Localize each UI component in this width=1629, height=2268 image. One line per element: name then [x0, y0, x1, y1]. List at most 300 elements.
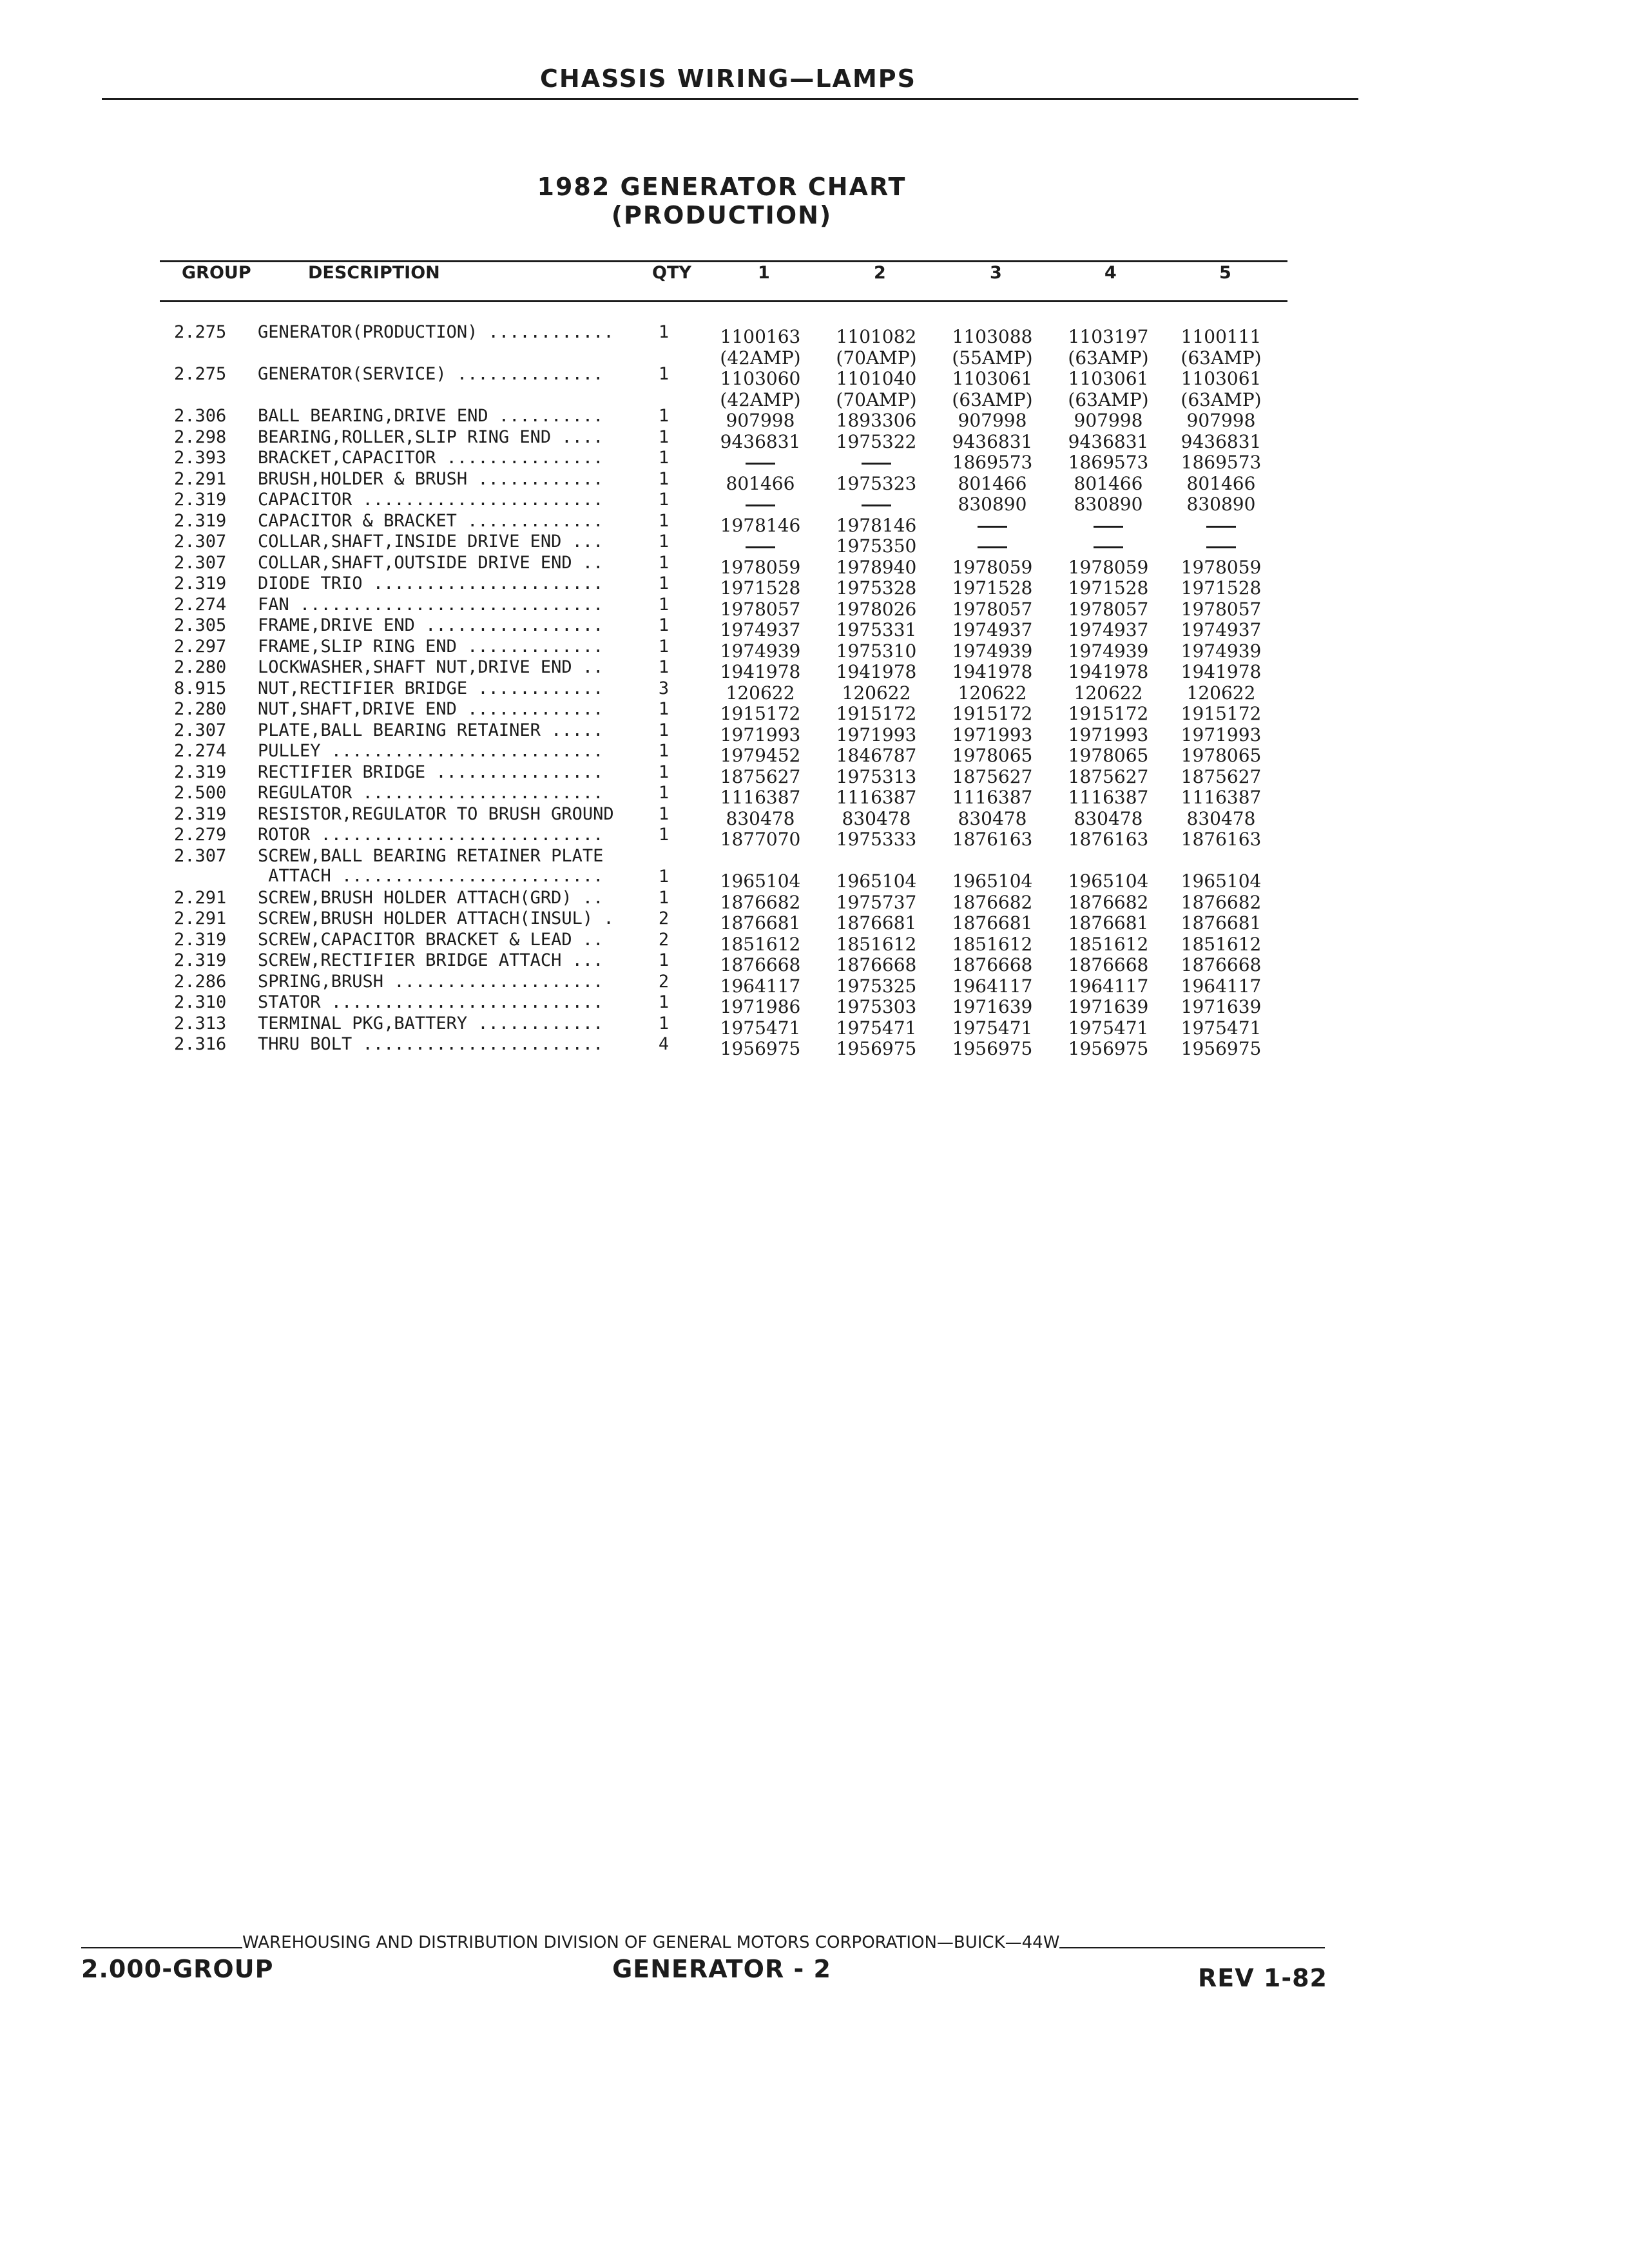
part-quantity: 1: [658, 1013, 670, 1033]
part-description: PLATE,BALL BEARING RETAINER .....: [258, 720, 604, 740]
part-number-col-3: 1103061 (63AMP): [952, 368, 1033, 410]
table-row: [0, 636, 1629, 662]
part-number-col-2: 1975328: [836, 577, 917, 599]
part-description: COLLAR,SHAFT,OUTSIDE DRIVE END ..: [258, 552, 604, 573]
footer-page: GENERATOR - 2: [612, 1955, 831, 1983]
part-number-col-5: 1941978: [1181, 661, 1262, 682]
group-number: 2.316: [174, 1034, 227, 1054]
part-description: SCREW,RECTIFIER BRIDGE ATTACH ...: [258, 950, 604, 970]
part-quantity: 1: [658, 762, 670, 782]
part-number-col-1: 1974937: [720, 619, 801, 640]
part-number-col-3: 1978059: [952, 556, 1033, 578]
part-number-col-2: 1975323: [836, 472, 917, 494]
group-number: 2.393: [174, 448, 227, 468]
group-number: 2.280: [174, 657, 227, 677]
part-number-col-4: 1978065: [1068, 745, 1149, 766]
part-description: FRAME,DRIVE END .................: [258, 615, 604, 635]
part-number-col-2: 1915172: [836, 703, 917, 724]
table-row: [0, 490, 1629, 515]
part-quantity: 1: [658, 657, 670, 677]
table-row: [0, 908, 1629, 934]
part-quantity: 1: [658, 552, 670, 573]
part-number-col-1: 1975471: [720, 1017, 801, 1039]
not-applicable-dash: [862, 463, 891, 465]
part-number-col-1: 1971528: [720, 577, 801, 599]
part-number-col-4: 1876682: [1068, 891, 1149, 913]
table-row: [0, 803, 1629, 829]
part-number-col-4: 907998: [1074, 410, 1143, 431]
table-row: [0, 615, 1629, 640]
part-number-col-3: 1975471: [952, 1017, 1033, 1039]
part-number-col-1: 1100163 (42AMP): [720, 326, 801, 369]
part-number-col-1: 1875627: [720, 765, 801, 787]
part-number-col-2: 1975471: [836, 1017, 917, 1039]
part-number-col-1: 1876682: [720, 891, 801, 913]
part-description: BALL BEARING,DRIVE END ..........: [258, 406, 604, 426]
part-number-col-5: 907998: [1186, 410, 1256, 431]
part-number-col-3: 907998: [958, 410, 1027, 431]
part-quantity: 1: [658, 594, 670, 615]
part-number-col-2: 1978146: [836, 514, 917, 536]
footer-lead-rule: [81, 1947, 242, 1948]
part-quantity: 1: [658, 573, 670, 593]
part-description: BRUSH,HOLDER & BRUSH ............: [258, 468, 604, 489]
table-row: [0, 699, 1629, 724]
part-number-col-4: 1956975: [1068, 1038, 1149, 1059]
header-col-3: 3: [990, 263, 1002, 283]
part-quantity: 1: [658, 448, 670, 468]
part-number-col-4: 1869573: [1068, 452, 1149, 473]
part-number-col-3: 801466: [958, 472, 1027, 494]
part-quantity: 1: [658, 992, 670, 1012]
group-number: 2.307: [174, 845, 227, 866]
part-description: COLLAR,SHAFT,INSIDE DRIVE END ...: [258, 532, 604, 552]
part-number-col-2: 1975313: [836, 765, 917, 787]
group-number: 8.915: [174, 678, 227, 698]
header-col-2: 2: [874, 263, 886, 283]
group-number: 2.310: [174, 992, 227, 1012]
part-number-col-5: 1116387: [1181, 787, 1262, 808]
part-description: GENERATOR(PRODUCTION) ............: [258, 322, 614, 342]
part-number-col-4: 1974939: [1068, 640, 1149, 662]
part-description: RESISTOR,REGULATOR TO BRUSH GROUND: [258, 803, 614, 824]
part-number-col-5: 1975471: [1181, 1017, 1262, 1039]
group-number: 2.291: [174, 887, 227, 908]
part-number-col-3: 1974939: [952, 640, 1033, 662]
table-row: [0, 783, 1629, 808]
part-number-col-1: 1978057: [720, 598, 801, 620]
part-description: SCREW,BALL BEARING RETAINER PLATE ATTACH .........................: [258, 845, 604, 886]
parts-table: [0, 322, 1629, 1059]
part-number-col-5: 830478: [1186, 807, 1256, 829]
group-number: 2.307: [174, 720, 227, 740]
header-group: GROUP: [182, 263, 251, 283]
part-number-col-5: 1876163: [1181, 829, 1262, 850]
part-number-col-4: 1851612: [1068, 933, 1149, 955]
table-row: [0, 845, 1629, 892]
part-quantity: 1: [658, 699, 670, 719]
not-applicable-dash: [1206, 546, 1236, 548]
part-number-col-2: 1978940: [836, 556, 917, 578]
part-description: BRACKET,CAPACITOR ...............: [258, 448, 604, 468]
part-description: SCREW,CAPACITOR BRACKET & LEAD ..: [258, 929, 604, 950]
part-number-col-3: 1964117: [952, 975, 1033, 997]
footer-trail-rule: [1059, 1947, 1325, 1948]
group-number: 2.319: [174, 803, 227, 824]
group-number: 2.319: [174, 490, 227, 510]
not-applicable-dash: [746, 505, 775, 506]
part-number-col-2: 1965104: [836, 870, 917, 892]
not-applicable-dash: [978, 526, 1007, 528]
group-number: 2.319: [174, 950, 227, 970]
part-number-col-5: 1103061 (63AMP): [1181, 368, 1262, 410]
header-description: DESCRIPTION: [308, 263, 440, 283]
chart-title-year: 1982 GENERATOR CHART: [537, 173, 907, 201]
part-number-col-5: 1978065: [1181, 745, 1262, 766]
part-description: STATOR ..........................: [258, 992, 604, 1012]
part-number-col-5: 1875627: [1181, 765, 1262, 787]
part-quantity: 1: [658, 950, 670, 970]
part-quantity: 1: [658, 636, 670, 657]
part-description: DIODE TRIO ......................: [258, 573, 604, 593]
part-number-col-1: 1971986: [720, 996, 801, 1017]
part-quantity: 1: [658, 783, 670, 803]
table-row: [0, 510, 1629, 536]
footer-publisher: WAREHOUSING AND DISTRIBUTION DIVISION OF GENERAL MOTORS CORPORATION—BUICK—44W: [242, 1933, 1060, 1952]
part-number-col-3: 1965104: [952, 870, 1033, 892]
part-number-col-2: 120622: [842, 682, 911, 704]
not-applicable-dash: [746, 546, 775, 548]
part-description: FAN .............................: [258, 594, 604, 615]
group-number: 2.305: [174, 615, 227, 635]
part-quantity: 1: [658, 406, 670, 426]
part-quantity: 2: [658, 908, 670, 928]
part-description: PULLEY ..........................: [258, 741, 604, 761]
chart-title-type: (PRODUCTION): [611, 201, 833, 229]
table-row: [0, 427, 1629, 452]
group-number: 2.500: [174, 783, 227, 803]
table-row: [0, 720, 1629, 745]
part-number-col-4: 1978057: [1068, 598, 1149, 620]
table-row: [0, 1034, 1629, 1059]
part-number-col-3: 830890: [958, 494, 1027, 515]
part-number-col-5: 1971993: [1181, 724, 1262, 745]
part-number-col-5: 1869573: [1181, 452, 1262, 473]
part-number-col-4: 1116387: [1068, 787, 1149, 808]
part-number-col-3: 1978065: [952, 745, 1033, 766]
part-description: FRAME,SLIP RING END .............: [258, 636, 604, 657]
part-quantity: 1: [658, 510, 670, 531]
part-description: SCREW,BRUSH HOLDER ATTACH(INSUL) .: [258, 908, 614, 928]
header-col-1: 1: [758, 263, 770, 283]
part-number-col-4: 1941978: [1068, 661, 1149, 682]
table-row: [0, 532, 1629, 557]
part-number-col-3: 1974937: [952, 619, 1033, 640]
part-number-col-3: 1116387: [952, 787, 1033, 808]
part-number-col-3: 1876163: [952, 829, 1033, 850]
header-col-4: 4: [1104, 263, 1117, 283]
part-number-col-4: 1975471: [1068, 1017, 1149, 1039]
part-number-col-3: 1103088 (55AMP): [952, 326, 1033, 369]
part-number-col-1: 9436831: [720, 430, 801, 452]
part-description: RECTIFIER BRIDGE ................: [258, 762, 604, 782]
part-description: TERMINAL PKG,BATTERY ............: [258, 1013, 604, 1033]
part-number-col-3: 1875627: [952, 765, 1033, 787]
part-number-col-3: 1956975: [952, 1038, 1033, 1059]
group-number: 2.307: [174, 532, 227, 552]
page-header: CHASSIS WIRING—LAMPS: [540, 64, 916, 93]
group-number: 2.319: [174, 573, 227, 593]
part-number-col-4: 1876681: [1068, 912, 1149, 934]
part-number-col-5: 1876681: [1181, 912, 1262, 934]
part-number-col-1: 120622: [726, 682, 795, 704]
group-number: 2.291: [174, 908, 227, 928]
part-description: BEARING,ROLLER,SLIP RING END ....: [258, 427, 604, 447]
part-number-col-4: 1915172: [1068, 703, 1149, 724]
part-number-col-1: 1851612: [720, 933, 801, 955]
part-number-col-4: 830478: [1074, 807, 1143, 829]
column-headers: [0, 258, 1629, 296]
part-number-col-2: 1876681: [836, 912, 917, 934]
footer-section: 2.000-GROUP: [81, 1955, 274, 1983]
group-number: 2.275: [174, 322, 227, 342]
table-row: [0, 552, 1629, 578]
not-applicable-dash: [978, 546, 1007, 548]
part-number-col-2: 830478: [842, 807, 911, 829]
part-number-col-1: 1965104: [720, 870, 801, 892]
part-number-col-2: 1978026: [836, 598, 917, 620]
part-number-col-4: 1875627: [1068, 765, 1149, 787]
part-description: REGULATOR .......................: [258, 783, 604, 803]
table-row: [0, 762, 1629, 787]
table-row: [0, 448, 1629, 473]
part-number-col-1: 1941978: [720, 661, 801, 682]
part-number-col-3: 830478: [958, 807, 1027, 829]
part-quantity: 1: [658, 322, 670, 342]
part-number-col-4: 1974937: [1068, 619, 1149, 640]
part-number-col-5: 120622: [1186, 682, 1256, 704]
part-number-col-3: 1876682: [952, 891, 1033, 913]
part-number-col-1: 1964117: [720, 975, 801, 997]
part-number-col-5: 1978057: [1181, 598, 1262, 620]
part-number-col-4: 1876668: [1068, 954, 1149, 975]
table-row: [0, 468, 1629, 494]
part-number-col-5: 1965104: [1181, 870, 1262, 892]
part-number-col-5: 1956975: [1181, 1038, 1262, 1059]
table-row: [0, 887, 1629, 913]
part-quantity: 1: [658, 468, 670, 489]
part-number-col-2: 1971993: [836, 724, 917, 745]
group-number: 2.313: [174, 1013, 227, 1033]
part-number-col-4: 9436831: [1068, 430, 1149, 452]
part-number-col-3: 1876681: [952, 912, 1033, 934]
group-number: 2.306: [174, 406, 227, 426]
part-number-col-2: 1101040 (70AMP): [836, 368, 917, 410]
table-row: [0, 322, 1629, 369]
part-number-col-1: 830478: [726, 807, 795, 829]
part-description: LOCKWASHER,SHAFT NUT,DRIVE END ..: [258, 657, 604, 677]
part-number-col-1: 907998: [726, 410, 795, 431]
part-number-col-4: 1965104: [1068, 870, 1149, 892]
part-number-col-3: 9436831: [952, 430, 1033, 452]
part-number-col-4: 1971528: [1068, 577, 1149, 599]
group-number: 2.297: [174, 636, 227, 657]
part-number-col-2: 1975310: [836, 640, 917, 662]
group-number: 2.291: [174, 468, 227, 489]
group-number: 2.274: [174, 594, 227, 615]
part-quantity: 1: [658, 364, 670, 384]
part-description: SPRING,BRUSH ....................: [258, 971, 604, 992]
not-applicable-dash: [1094, 526, 1123, 528]
part-quantity: 1: [658, 720, 670, 740]
part-number-col-2: 1876668: [836, 954, 917, 975]
part-number-col-2: 1851612: [836, 933, 917, 955]
part-description: CAPACITOR & BRACKET .............: [258, 510, 604, 531]
group-number: 2.319: [174, 762, 227, 782]
part-number-col-1: 1978146: [720, 514, 801, 536]
header-rule: [102, 98, 1358, 100]
part-number-col-5: 1876682: [1181, 891, 1262, 913]
footer-revision: REV 1-82: [1198, 1964, 1327, 1992]
part-number-col-5: 1978059: [1181, 556, 1262, 578]
part-number-col-2: 1975333: [836, 829, 917, 850]
table-row: [0, 594, 1629, 620]
part-number-col-2: 1975303: [836, 996, 917, 1017]
part-number-col-5: 1974939: [1181, 640, 1262, 662]
part-quantity: 4: [658, 1034, 670, 1054]
part-number-col-4: 120622: [1074, 682, 1143, 704]
footer-publisher-line: [81, 1933, 1325, 1952]
part-number-col-2: 1975737: [836, 891, 917, 913]
chart-title: [451, 173, 992, 229]
part-number-col-2: 1101082 (70AMP): [836, 326, 917, 369]
group-number: 2.307: [174, 552, 227, 573]
part-quantity: 1: [658, 887, 670, 908]
part-number-col-1: 1876681: [720, 912, 801, 934]
part-quantity: 3: [658, 678, 670, 698]
not-applicable-dash: [746, 463, 775, 465]
part-quantity: 1: [658, 741, 670, 761]
part-number-col-2: 1116387: [836, 787, 917, 808]
part-number-col-1: 1876668: [720, 954, 801, 975]
part-number-col-4: 1876163: [1068, 829, 1149, 850]
table-row: [0, 929, 1629, 955]
part-number-col-4: 801466: [1074, 472, 1143, 494]
not-applicable-dash: [862, 505, 891, 506]
group-number: 2.286: [174, 971, 227, 992]
not-applicable-dash: [1094, 546, 1123, 548]
part-number-col-1: 801466: [726, 472, 795, 494]
group-number: 2.319: [174, 929, 227, 950]
part-number-col-3: 1971993: [952, 724, 1033, 745]
part-number-col-3: 1915172: [952, 703, 1033, 724]
part-number-col-1: 1971993: [720, 724, 801, 745]
group-number: 2.279: [174, 825, 227, 845]
part-number-col-3: 1876668: [952, 954, 1033, 975]
part-number-col-1: 1974939: [720, 640, 801, 662]
table-header-rule: [160, 300, 1287, 302]
part-number-col-3: 120622: [958, 682, 1027, 704]
part-number-col-4: 1971639: [1068, 996, 1149, 1017]
header-qty: QTY: [652, 263, 691, 283]
part-number-col-3: 1971639: [952, 996, 1033, 1017]
table-row: [0, 657, 1629, 682]
part-number-col-1: 1978059: [720, 556, 801, 578]
group-number: 2.274: [174, 741, 227, 761]
part-number-col-2: 1941978: [836, 661, 917, 682]
part-number-col-2: 1846787: [836, 745, 917, 766]
table-row: [0, 1013, 1629, 1039]
part-quantity: 1: [658, 427, 670, 447]
part-quantity: 1: [658, 490, 670, 510]
part-description: THRU BOLT .......................: [258, 1034, 604, 1054]
part-number-col-1: 1979452: [720, 745, 801, 766]
group-number: 2.298: [174, 427, 227, 447]
part-number-col-5: 1100111 (63AMP): [1181, 326, 1262, 369]
part-description: CAPACITOR .......................: [258, 490, 604, 510]
part-number-col-1: 1956975: [720, 1038, 801, 1059]
part-number-col-3: 1851612: [952, 933, 1033, 955]
part-number-col-5: 1964117: [1181, 975, 1262, 997]
table-row: [0, 364, 1629, 410]
group-number: 2.275: [174, 364, 227, 384]
part-number-col-4: 830890: [1074, 494, 1143, 515]
part-quantity: 2: [658, 971, 670, 992]
part-number-col-1: 1103060 (42AMP): [720, 368, 801, 410]
part-number-col-1: 1915172: [720, 703, 801, 724]
part-number-col-1: 1116387: [720, 787, 801, 808]
part-description: NUT,RECTIFIER BRIDGE ............: [258, 678, 604, 698]
part-number-col-4: 1103061 (63AMP): [1068, 368, 1149, 410]
part-quantity: 2: [658, 929, 670, 950]
part-quantity: 1: [658, 867, 670, 887]
part-number-col-4: 1103197 (63AMP): [1068, 326, 1149, 369]
part-number-col-5: 830890: [1186, 494, 1256, 515]
part-number-col-5: 1971528: [1181, 577, 1262, 599]
table-row: [0, 825, 1629, 850]
part-number-col-3: 1971528: [952, 577, 1033, 599]
part-description: ROTOR ...........................: [258, 825, 604, 845]
header-col-5: 5: [1219, 263, 1231, 283]
table-row: [0, 971, 1629, 997]
table-row: [0, 573, 1629, 599]
part-number-col-5: 1876668: [1181, 954, 1262, 975]
group-number: 2.280: [174, 699, 227, 719]
table-row: [0, 992, 1629, 1017]
part-description: NUT,SHAFT,DRIVE END .............: [258, 699, 604, 719]
not-applicable-dash: [1206, 526, 1236, 528]
group-number: 2.319: [174, 510, 227, 531]
part-number-col-3: 1869573: [952, 452, 1033, 473]
part-quantity: 1: [658, 615, 670, 635]
part-quantity: 1: [658, 825, 670, 845]
part-number-col-2: 1956975: [836, 1038, 917, 1059]
part-number-col-3: 1941978: [952, 661, 1033, 682]
table-row: [0, 678, 1629, 704]
part-number-col-1: 1877070: [720, 829, 801, 850]
part-number-col-5: 9436831: [1181, 430, 1262, 452]
table-row: [0, 950, 1629, 975]
part-number-col-4: 1964117: [1068, 975, 1149, 997]
part-number-col-5: 1971639: [1181, 996, 1262, 1017]
part-number-col-4: 1978059: [1068, 556, 1149, 578]
part-number-col-2: 1975331: [836, 619, 917, 640]
part-description: GENERATOR(SERVICE) ..............: [258, 364, 604, 384]
part-number-col-5: 1851612: [1181, 933, 1262, 955]
part-number-col-2: 1975350: [836, 535, 917, 557]
part-description: SCREW,BRUSH HOLDER ATTACH(GRD) ..: [258, 887, 604, 908]
part-number-col-4: 1971993: [1068, 724, 1149, 745]
